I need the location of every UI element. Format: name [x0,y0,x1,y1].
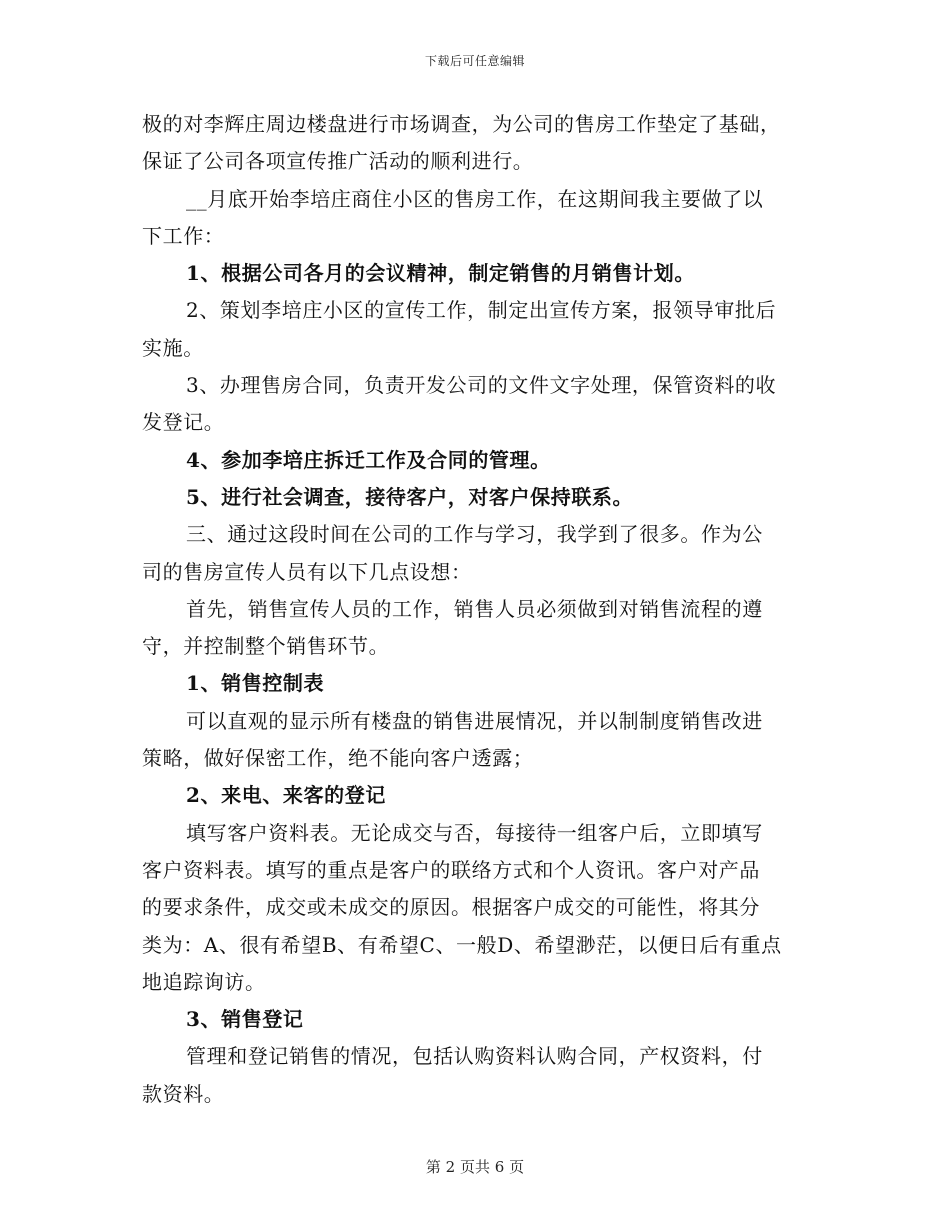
list-item: 发登记。 [142,410,225,435]
list-item-heading: 1、根据公司各月的会议精神，制定销售的月销售计划。 [186,261,695,286]
paragraph-line: 首先，销售宣传人员的工作，销售人员必须做到对销售流程的遵 [186,596,763,621]
paragraph-line: 地追踪询访。 [142,969,266,994]
paragraph-line: 极的对李辉庄周边楼盘进行市场调查，为公司的售房工作垫定了基础， [142,112,781,136]
paragraph-line: __月底开始李培庄商住小区的售房工作，在这期间我主要做了以 [186,186,764,211]
list-item: 2、策划李培庄小区的宣传工作，制定出宣传方案，报领导审批后 [186,298,777,323]
paragraph-line: 款资料。 [142,1081,225,1106]
paragraph-line: 的要求条件，成交或未成交的原因。根据客户成交的可能性，将其分 [142,895,760,920]
paragraph-line: 可以直观的显示所有楼盘的销售进展情况，并以制制度销售改进 [186,708,763,733]
section-heading: 2、来电、来客的登记 [186,783,386,808]
paragraph-line: 填写客户资料表。无论成交与否，每接待一组客户后，立即填写 [186,820,763,845]
list-item: 3、办理售房合同，负责开发公司的文件文字处理，保管资料的收 [186,373,777,398]
paragraph-line: 下工作： [142,223,225,248]
paragraph-line: 客户资料表。填写的重点是客户的联络方式和个人资讯。客户对产品 [142,857,760,882]
section-heading: 3、销售登记 [186,1007,304,1032]
paragraph-line: 管理和登记销售的情况，包括认购资料认购合同，产权资料，付 [186,1044,763,1069]
paragraph-line: 三、通过这段时间在公司的工作与学习，我学到了很多。作为公 [186,522,763,547]
paragraph-line: 类为：A、很有希望B、有希望C、一般D、希望渺茫，以便日后有重点 [142,932,782,957]
section-heading: 1、销售控制表 [186,671,325,696]
paragraph-line: 保证了公司各项宣传推广活动的顺利进行。 [142,149,534,174]
page-header: 下载后可任意编辑 [424,54,525,68]
list-item-heading: 4、参加李培庄拆迁工作及合同的管理。 [186,447,551,472]
list-item: 实施。 [142,335,204,360]
paragraph-line: 策略，做好保密工作，绝不能向客户透露； [142,746,534,771]
paragraph-line: 守，并控制整个销售环节。 [142,634,390,659]
document-body [142,106,810,1113]
list-item-heading: 5、进行社会调查，接待客户，对客户保持联系。 [186,484,634,509]
page-number: 第 2 页共 6 页 [425,1158,525,1176]
paragraph-line: 司的售房宣传人员有以下几点设想： [142,559,472,584]
